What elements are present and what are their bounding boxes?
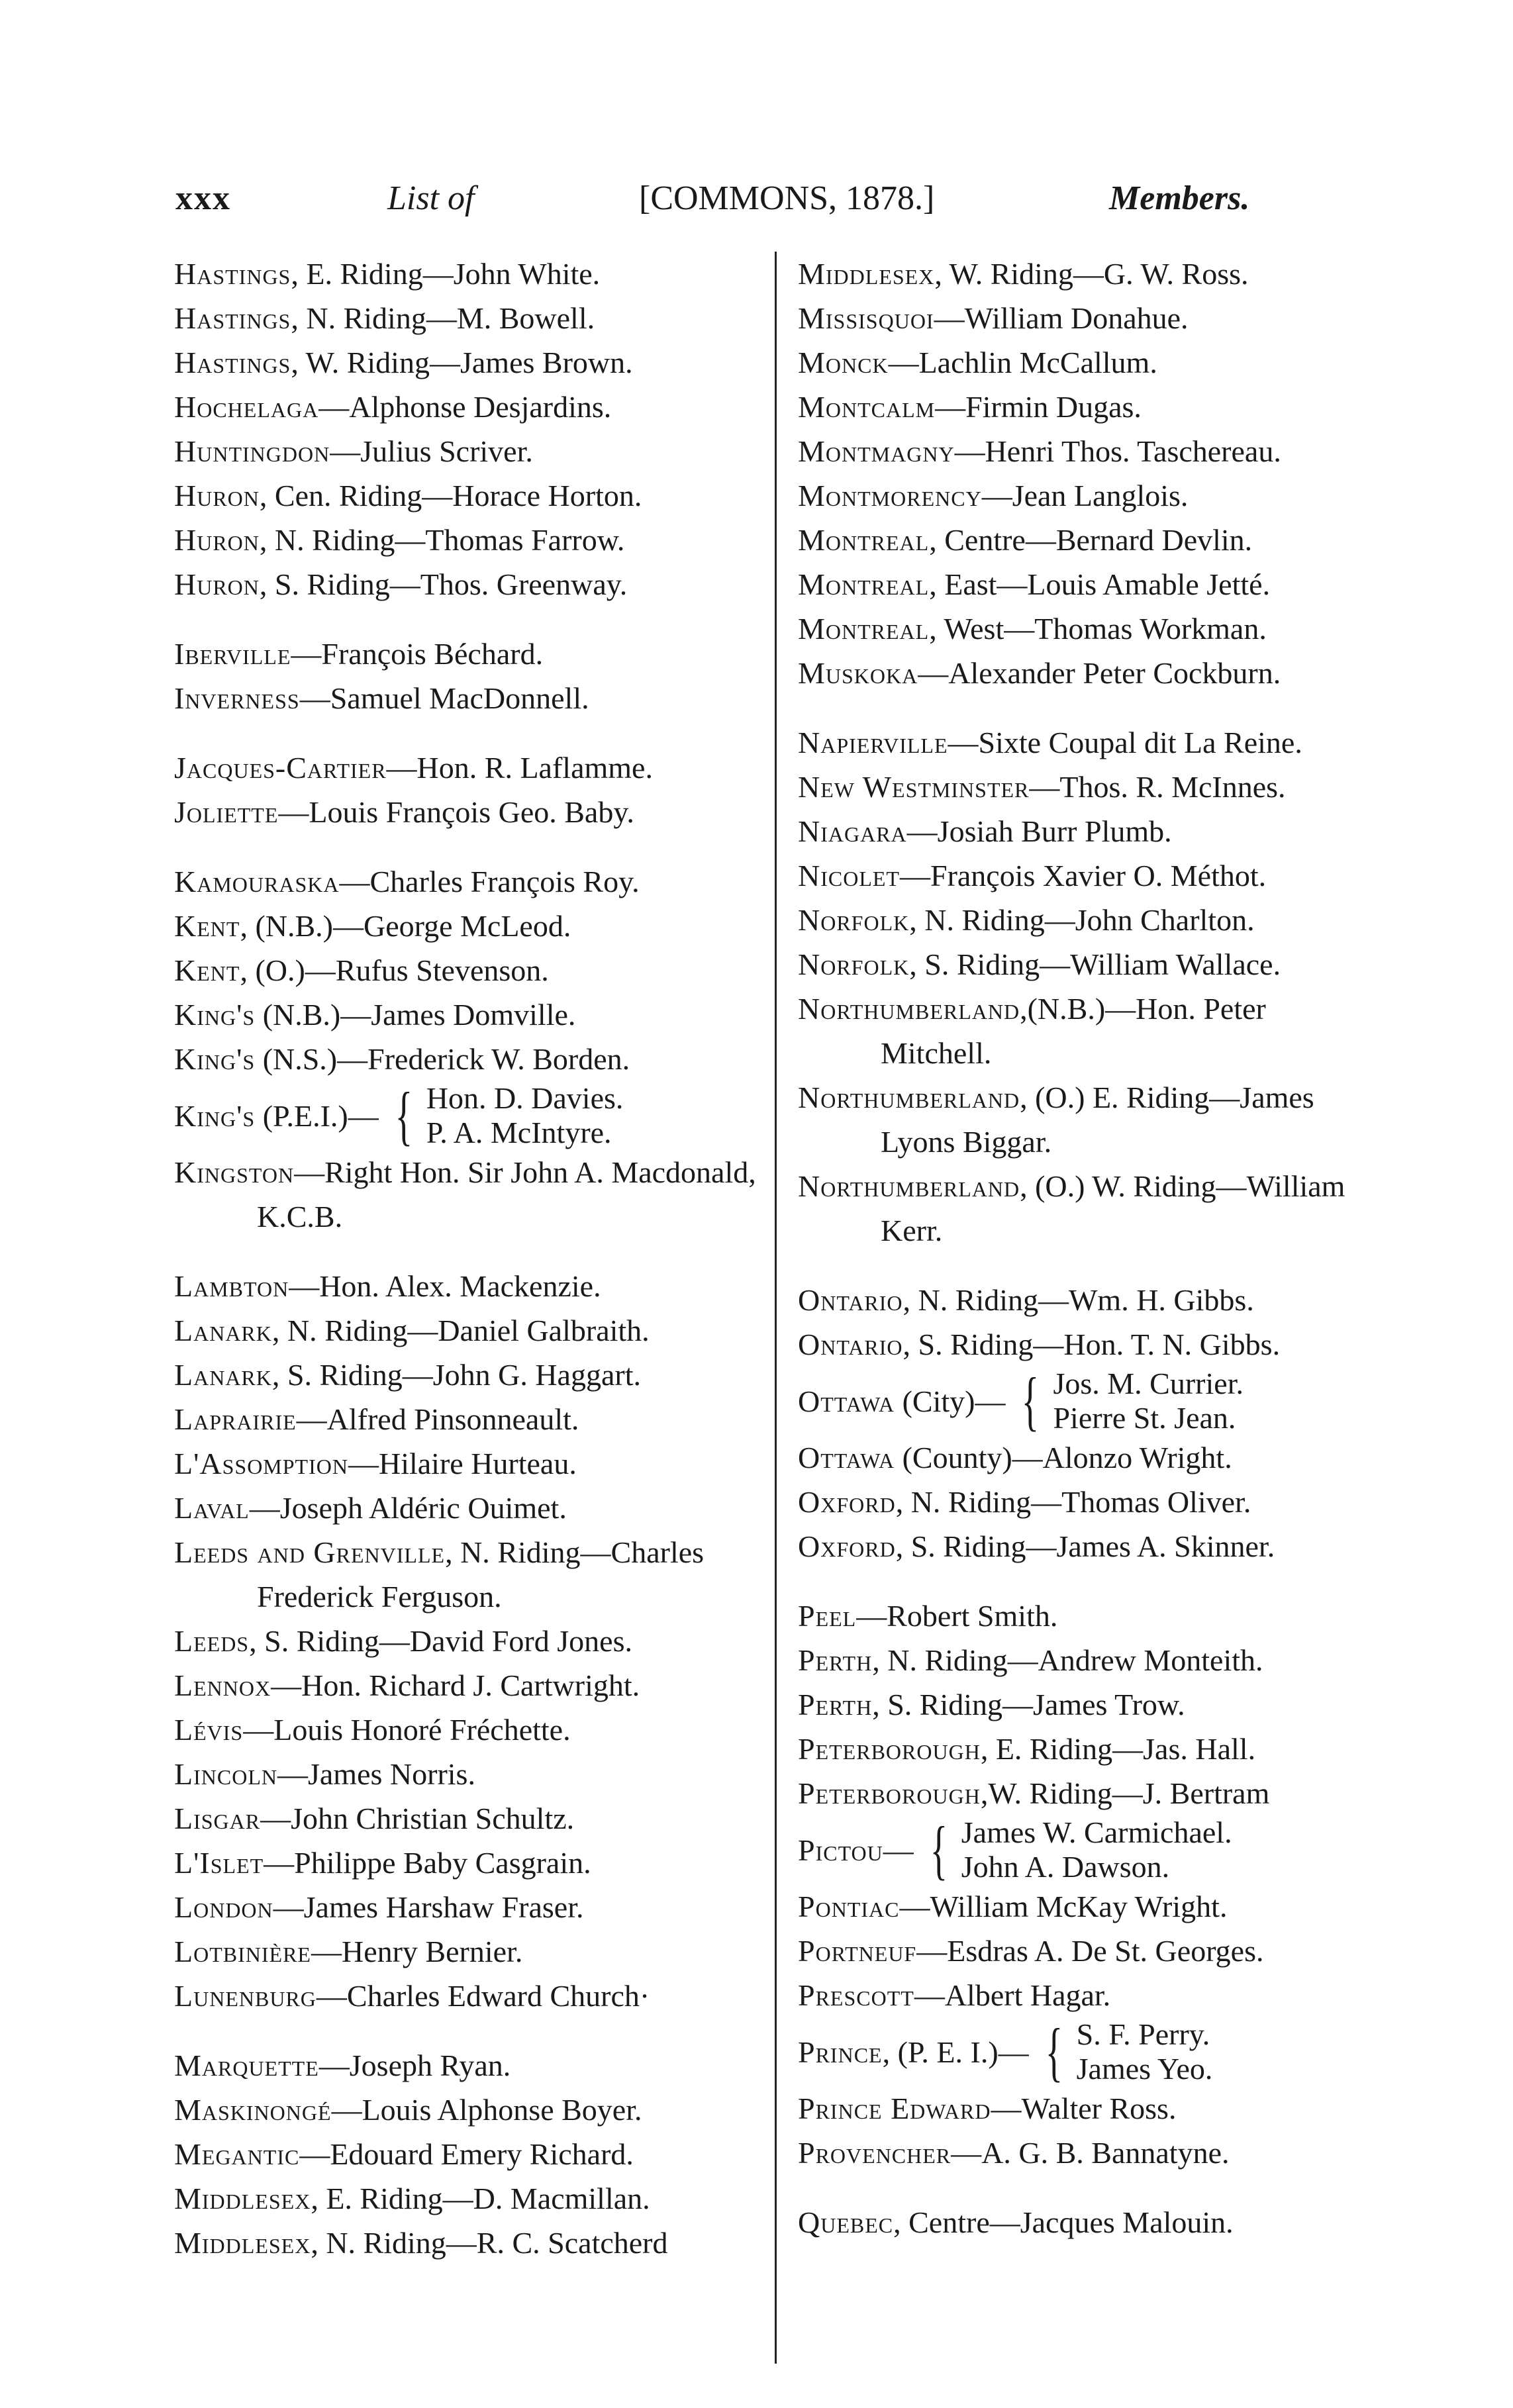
member-entry <box>798 473 1374 518</box>
member-entry <box>174 1796 770 1841</box>
constituency-name: Northumberland <box>798 992 1020 1026</box>
constituency-name: Quebec <box>798 2205 894 2239</box>
constituency-name: Megantic <box>174 2137 300 2171</box>
constituency-name: Kent <box>174 909 240 943</box>
member-detail: , N. Riding—Andrew Monteith. <box>872 1643 1263 1677</box>
member-entry <box>174 2043 770 2088</box>
member-entry <box>798 2200 1374 2244</box>
member-detail: (N.B.)—James Domville. <box>255 998 576 1032</box>
running-title-commons: [COMMONS, 1878.] <box>639 179 935 217</box>
constituency-name: Lanark <box>174 1358 272 1392</box>
member-detail: , S. Riding—James A. Skinner. <box>895 1529 1275 1563</box>
member-detail: —Louis Honoré Fréchette. <box>243 1713 571 1747</box>
member-entry <box>798 2131 1374 2175</box>
constituency-name: Inverness <box>174 681 300 715</box>
member-entry <box>174 1752 770 1796</box>
member-entry <box>174 746 770 790</box>
member-detail: , E. Riding—D. Macmillan. <box>311 2182 650 2215</box>
left-column <box>174 252 770 2265</box>
member-detail: —Albert Hagar. <box>914 1978 1111 2012</box>
member-detail: —John Christian Schultz. <box>260 1802 575 1835</box>
member-detail: —Philippe Baby Casgrain. <box>264 1846 591 1880</box>
constituency-name: Niagara <box>798 814 907 848</box>
member-detail: —Hon. Richard J. Cartwright. <box>271 1668 640 1702</box>
constituency-name: King's <box>174 998 256 1032</box>
member-group <box>1077 2017 1213 2086</box>
constituency-name: Provencher <box>798 2136 952 2170</box>
member-detail: , S. Riding—Hon. T. N. Gibbs. <box>903 1327 1281 1361</box>
constituency-name: Peel <box>798 1599 857 1633</box>
member-detail: —Jean Langlois. <box>981 479 1189 512</box>
constituency-name: Lanark <box>174 1314 272 1347</box>
member-entry <box>174 1037 770 1081</box>
constituency-name: Marquette <box>174 2048 319 2082</box>
member-name: James Yeo. <box>1076 2052 1213 2086</box>
member-detail: , E. Riding—Jas. Hall. <box>980 1732 1256 1766</box>
constituency-name: Leeds and Grenville <box>174 1535 446 1569</box>
member-entry <box>798 1322 1374 1367</box>
constituency-name: Lévis <box>174 1713 244 1747</box>
constituency-name: Portneuf <box>798 1934 917 1968</box>
member-entry <box>798 1884 1374 1929</box>
member-detail: —Louis Alphonse Boyer. <box>331 2093 642 2127</box>
member-entry <box>174 296 770 340</box>
member-entry <box>174 1150 770 1239</box>
running-title-members: Members. <box>1109 179 1250 217</box>
member-entry <box>174 429 770 473</box>
member-entry <box>798 1815 1374 1884</box>
member-entry <box>174 1619 770 1663</box>
member-detail: —François Xavier O. Méthot. <box>899 859 1267 892</box>
constituency-name: Norfolk <box>798 947 910 981</box>
member-name: Jos. M. Currier. <box>1053 1367 1244 1400</box>
constituency-name: Oxford <box>798 1529 896 1563</box>
member-detail: —Walter Ross. <box>991 2092 1177 2125</box>
brace-glyph: { <box>1045 2015 1063 2088</box>
member-entry <box>798 1278 1374 1322</box>
constituency-name: Middlesex <box>174 2182 311 2215</box>
member-entry <box>798 1638 1374 1682</box>
member-entry <box>174 385 770 429</box>
member-detail: —Josiah Burr Plumb. <box>906 814 1172 848</box>
constituency-name: Ottawa <box>798 1441 895 1474</box>
member-detail: , N. Riding—Thomas Oliver. <box>895 1485 1251 1519</box>
constituency-name: Montreal <box>798 612 930 646</box>
constituency-name: Prescott <box>798 1978 914 2012</box>
constituency-name: Middlesex <box>798 257 935 291</box>
constituency-name: Perth <box>798 1688 873 1721</box>
member-detail: —James Harshaw Fraser. <box>273 1890 584 1924</box>
member-detail: ,(N.B.)—Hon. Peter Mitchell. <box>881 992 1266 1070</box>
constituency-name: Prince <box>798 2035 883 2069</box>
member-entry <box>798 898 1374 942</box>
member-detail: , W. Riding—G. W. Ross. <box>934 257 1249 291</box>
constituency-name: Peterborough <box>798 1732 981 1766</box>
constituency-name: Lotbinière <box>174 1935 311 1968</box>
member-entry <box>174 1663 770 1708</box>
member-name: Hon. D. Davies. <box>426 1081 624 1115</box>
member-detail: —Robert Smith. <box>856 1599 1058 1633</box>
member-entry <box>174 2176 770 2221</box>
member-entry <box>174 2088 770 2132</box>
brace-glyph: { <box>1022 1364 1040 1437</box>
member-detail: , (P. E. I.)— <box>882 2035 1029 2069</box>
member-detail: —Esdras A. De St. Georges. <box>916 1934 1264 1968</box>
member-detail: , Centre—Jacques Malouin. <box>893 2205 1234 2239</box>
member-detail: , N. Riding—M. Bowell. <box>291 301 595 335</box>
member-detail: —Lachlin McCallum. <box>888 346 1157 379</box>
member-entry <box>798 1435 1374 1480</box>
member-entry <box>798 1973 1374 2017</box>
member-entry <box>174 1264 770 1308</box>
member-entry <box>798 1727 1374 1771</box>
constituency-name: Ottawa <box>798 1384 895 1418</box>
member-detail: —William McKay Wright. <box>899 1890 1228 1923</box>
member-detail: —Henry Bernier. <box>311 1935 523 1968</box>
member-detail: —Right Hon. Sir John A. Macdonald, K.C.B. <box>257 1155 756 1233</box>
constituency-name: New Westminster <box>798 770 1030 804</box>
member-detail: —Charles Edward Church· <box>316 1979 650 2013</box>
member-entry <box>798 518 1374 562</box>
column-divider <box>775 252 777 2364</box>
constituency-name: Laval <box>174 1491 250 1525</box>
member-detail: , (O.) W. Riding—William Kerr. <box>881 1169 1345 1247</box>
member-detail: —Sixte Coupal dit La Reine. <box>948 726 1302 759</box>
constituency-name: Northumberland <box>798 1169 1020 1203</box>
member-detail: —Alphonse Desjardins. <box>318 390 612 424</box>
member-entry <box>798 340 1374 385</box>
constituency-name: Jacques-Cartier <box>174 751 387 785</box>
member-detail: —William Donahue. <box>934 301 1189 335</box>
member-entry <box>174 790 770 834</box>
constituency-name: Huron <box>174 567 260 601</box>
constituency-name: Kent <box>174 953 240 987</box>
member-detail: , W. Riding—James Brown. <box>291 346 633 379</box>
constituency-name: Huron <box>174 523 260 557</box>
member-name: James W. Carmichael. <box>961 1815 1232 1849</box>
constituency-name: Lambton <box>174 1269 289 1303</box>
running-title-list-of: List of <box>387 179 475 217</box>
member-entry <box>798 1075 1374 1164</box>
member-name: P. A. McIntyre. <box>426 1116 612 1149</box>
member-detail: , Cen. Riding—Horace Horton. <box>259 479 642 512</box>
constituency-name: Montreal <box>798 523 930 557</box>
member-entry <box>798 1771 1374 1815</box>
member-detail: , (N.B.)—George McLeod. <box>240 909 571 943</box>
member-detail: , (O.)—Rufus Stevenson. <box>240 953 549 987</box>
member-detail: —Joseph Aldéric Ouimet. <box>249 1491 567 1525</box>
member-detail: —Charles François Roy. <box>339 865 640 898</box>
member-detail: —Alexander Peter Cockburn. <box>918 656 1281 690</box>
member-entry <box>798 1929 1374 1973</box>
constituency-name: Prince Edward <box>798 2092 991 2125</box>
constituency-name: Norfolk <box>798 903 910 937</box>
member-entry <box>174 859 770 904</box>
member-detail: —Hilaire Hurteau. <box>348 1447 577 1480</box>
member-detail: , (O.) E. Riding—James Lyons Biggar. <box>881 1081 1314 1159</box>
member-entry <box>174 1929 770 1974</box>
member-entry <box>174 1885 770 1929</box>
constituency-name: Montcalm <box>798 390 936 424</box>
constituency-name: Oxford <box>798 1485 896 1519</box>
member-detail: —Joseph Ryan. <box>318 2048 511 2082</box>
constituency-name: Joliette <box>174 795 279 829</box>
member-entry <box>798 765 1374 809</box>
member-entry <box>174 1974 770 2018</box>
member-detail: (County)—Alonzo Wright. <box>895 1441 1232 1474</box>
member-detail: , S. Riding—John G. Haggart. <box>271 1358 641 1392</box>
constituency-name: London <box>174 1890 273 1924</box>
member-detail: —Firmin Dugas. <box>935 390 1142 424</box>
constituency-name: Hastings <box>174 346 291 379</box>
constituency-name: Pictou <box>798 1833 883 1867</box>
member-entry <box>174 2221 770 2265</box>
constituency-name: L'Assomption <box>174 1447 348 1480</box>
member-entry <box>798 809 1374 853</box>
member-entry <box>174 948 770 992</box>
member-detail: —Samuel MacDonnell. <box>299 681 589 715</box>
member-entry <box>798 606 1374 651</box>
member-entry <box>174 904 770 948</box>
constituency-name: Montmorency <box>798 479 982 512</box>
constituency-name: Ontario <box>798 1283 903 1317</box>
constituency-name: King's <box>174 1042 256 1076</box>
member-detail: ,W. Riding—J. Bertram <box>980 1776 1270 1810</box>
constituency-name: Huron <box>174 479 260 512</box>
member-detail: —Hon. Alex. Mackenzie. <box>289 1269 601 1303</box>
constituency-name: L'Islet <box>174 1846 264 1880</box>
member-detail: , S. Riding—Thos. Greenway. <box>259 567 628 601</box>
member-entry <box>798 2017 1374 2086</box>
constituency-name: Hochelaga <box>174 390 319 424</box>
member-detail: , S. Riding—David Ford Jones. <box>249 1624 632 1658</box>
constituency-name: King's <box>174 1098 256 1133</box>
member-detail: (P.E.I.)— <box>255 1098 379 1133</box>
constituency-name: Lincoln <box>174 1757 277 1791</box>
constituency-name: Kamouraska <box>174 865 340 898</box>
member-entry <box>174 562 770 606</box>
brace-glyph: { <box>395 1079 413 1152</box>
page-header <box>175 179 1341 232</box>
constituency-name: Iberville <box>174 637 291 671</box>
member-entry <box>174 473 770 518</box>
constituency-name: Montmagny <box>798 434 955 468</box>
constituency-name: Pontiac <box>798 1890 900 1923</box>
member-entry <box>174 252 770 296</box>
member-entry <box>798 296 1374 340</box>
member-entry <box>798 562 1374 606</box>
member-detail: , Centre—Bernard Devlin. <box>929 523 1253 557</box>
constituency-name: Perth <box>798 1643 873 1677</box>
constituency-name: Napierville <box>798 726 948 759</box>
member-entry <box>174 992 770 1037</box>
member-detail: —Henri Thos. Taschereau. <box>954 434 1281 468</box>
page-number: xxx <box>175 179 231 217</box>
member-detail: , East—Louis Amable Jetté. <box>929 567 1271 601</box>
member-entry <box>174 1308 770 1353</box>
member-detail: — <box>883 1833 914 1867</box>
member-detail: —James Norris. <box>277 1757 475 1791</box>
member-group <box>426 1081 624 1150</box>
member-entry <box>798 853 1374 898</box>
member-detail: —Louis François Geo. Baby. <box>278 795 634 829</box>
member-detail: —Edouard Emery Richard. <box>299 2137 634 2171</box>
member-entry <box>798 1524 1374 1568</box>
constituency-name: Hastings <box>174 301 291 335</box>
member-group <box>961 1815 1232 1884</box>
constituency-name: Lennox <box>174 1668 271 1702</box>
member-detail: , N. Riding—Thomas Farrow. <box>259 523 625 557</box>
member-entry <box>798 651 1374 695</box>
member-name: S. F. Perry. <box>1076 2017 1210 2051</box>
member-entry <box>174 1397 770 1441</box>
constituency-name: Hastings <box>174 257 291 291</box>
member-entry <box>174 340 770 385</box>
member-detail: —Julius Scriver. <box>330 434 533 468</box>
member-entry <box>798 987 1374 1075</box>
member-detail: , West—Thomas Workman. <box>929 612 1267 646</box>
member-entry <box>798 1364 1374 1437</box>
member-entry <box>174 1441 770 1486</box>
member-entry <box>798 1164 1374 1253</box>
member-entry <box>174 1841 770 1885</box>
constituency-name: Maskinongé <box>174 2093 332 2127</box>
member-entry <box>798 720 1374 765</box>
member-entry <box>798 1682 1374 1727</box>
member-entry <box>798 252 1374 296</box>
member-entry <box>174 2132 770 2176</box>
member-group <box>1053 1367 1244 1435</box>
constituency-name: Huntingdon <box>174 434 330 468</box>
member-entry <box>174 1708 770 1752</box>
constituency-name: Ontario <box>798 1327 903 1361</box>
member-detail: —Thos. R. McInnes. <box>1029 770 1286 804</box>
member-detail: , E. Riding—John White. <box>291 257 601 291</box>
member-entry <box>798 1594 1374 1638</box>
constituency-name: Monck <box>798 346 889 379</box>
member-detail: —A. G. B. Bannatyne. <box>951 2136 1230 2170</box>
constituency-name: Muskoka <box>798 656 918 690</box>
member-entry <box>174 1486 770 1530</box>
member-entry <box>174 1353 770 1397</box>
constituency-name: Montreal <box>798 567 930 601</box>
member-entry <box>798 1480 1374 1524</box>
member-entry <box>174 632 770 676</box>
right-column <box>798 252 1374 2244</box>
constituency-name: Middlesex <box>174 2226 311 2260</box>
constituency-name: Peterborough <box>798 1776 981 1810</box>
member-name: John A. Dawson. <box>961 1850 1170 1884</box>
member-entry <box>798 942 1374 987</box>
member-detail: , N. Riding—John Charlton. <box>909 903 1255 937</box>
member-entry <box>174 1081 770 1150</box>
constituency-name: Nicolet <box>798 859 900 892</box>
constituency-name: Leeds <box>174 1624 250 1658</box>
member-detail: , S. Riding—James Trow. <box>872 1688 1185 1721</box>
member-detail: —Hon. R. Laflamme. <box>386 751 653 785</box>
constituency-name: Missisquoi <box>798 301 934 335</box>
member-detail: , N. Riding—Charles Frederick Ferguson. <box>257 1535 705 1613</box>
member-entry <box>174 518 770 562</box>
member-name: Pierre St. Jean. <box>1053 1401 1236 1435</box>
member-detail: —Alfred Pinsonneault. <box>296 1402 579 1436</box>
member-detail: , N. Riding—R. C. Scatcherd <box>311 2226 668 2260</box>
brace-glyph: { <box>930 1813 948 1886</box>
constituency-name: Lisgar <box>174 1802 261 1835</box>
constituency-name: Northumberland <box>798 1081 1020 1114</box>
member-entry <box>174 676 770 720</box>
constituency-name: Kingston <box>174 1155 295 1189</box>
member-detail: —François Béchard. <box>291 637 544 671</box>
member-entry <box>174 1530 770 1619</box>
member-detail: , N. Riding—Wm. H. Gibbs. <box>903 1283 1254 1317</box>
member-entry <box>798 385 1374 429</box>
constituency-name: Lunenburg <box>174 1979 317 2013</box>
member-detail: (City)— <box>895 1384 1006 1418</box>
member-entry <box>798 429 1374 473</box>
member-detail: , N. Riding—Daniel Galbraith. <box>271 1314 650 1347</box>
member-entry <box>798 2086 1374 2131</box>
member-detail: , S. Riding—William Wallace. <box>909 947 1281 981</box>
constituency-name: Laprairie <box>174 1402 297 1436</box>
member-detail: (N.S.)—Frederick W. Borden. <box>255 1042 630 1076</box>
